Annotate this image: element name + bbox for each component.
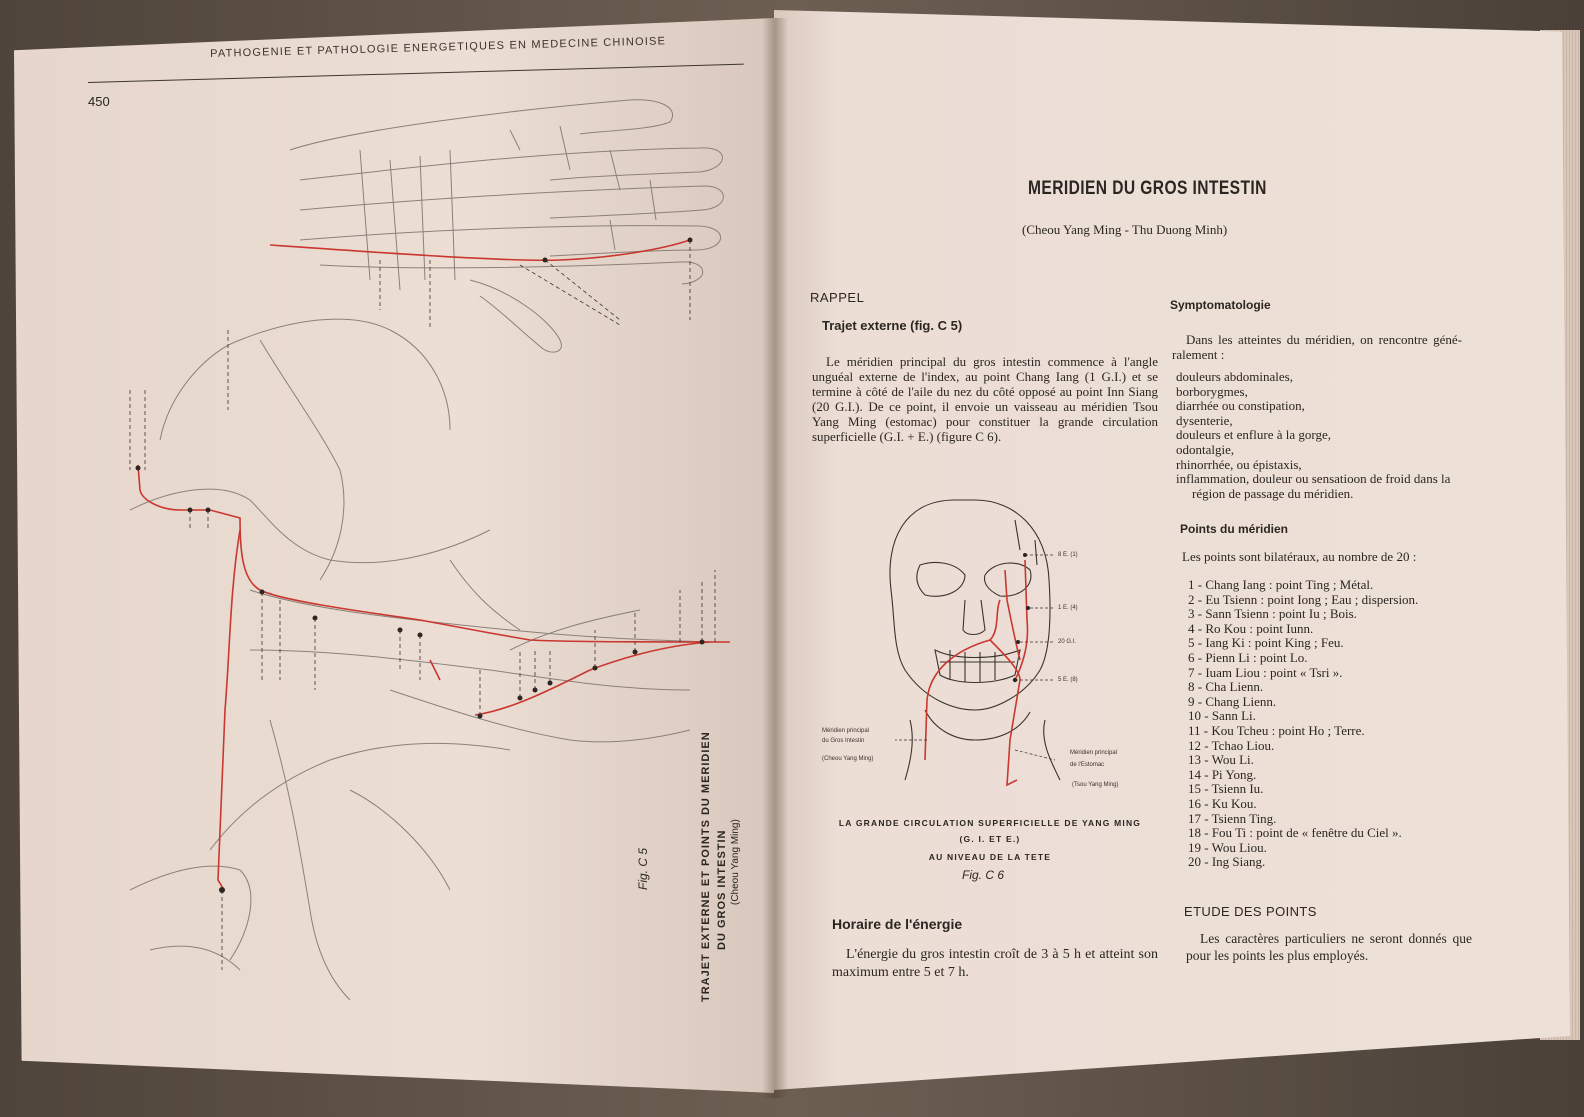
point-item: 4 - Ro Kou : point Iunn. — [1188, 620, 1314, 636]
symptom-item: borborygmes, — [1176, 383, 1248, 399]
book-gutter — [762, 18, 788, 1098]
fig-c6-left-label-1: Méridien principal — [822, 728, 870, 734]
symptom-item: dysenterie, — [1176, 412, 1233, 428]
point-item: 19 - Wou Liou. — [1188, 839, 1267, 855]
running-head: PATHOGENIE ET PATHOLOGIE ENERGETIQUES EN MEDECINE CHINOISE — [210, 35, 667, 60]
symptom-item: odontalgie, — [1176, 441, 1235, 457]
symptom-list — [1176, 370, 1450, 501]
point-item: 11 - Kou Tcheu : point Ho ; Terre. — [1188, 722, 1365, 738]
point-item: 17 - Tsienn Ting. — [1188, 810, 1277, 826]
symptom-item: région de passage du méridien. — [1192, 485, 1354, 501]
point-item: 3 - Sann Tsienn : point Iu ; Bois. — [1188, 606, 1357, 622]
point-item: 5 - Iang Ki : point King ; Feu. — [1188, 635, 1344, 651]
etude-heading: ETUDE DES POINTS — [1184, 904, 1317, 919]
figure-c5-label: Fig. C 5 — [636, 847, 650, 890]
symptom-item: douleurs abdominales, — [1176, 369, 1293, 384]
point-item: 1 - Chang Iang : point Ting ; Métal. — [1188, 577, 1374, 592]
fig-c6-right-label-3: (Tsou Yang Ming) — [1072, 782, 1119, 788]
figure-c5-caption-line2: DU GROS INTESTIN — [716, 829, 728, 950]
points-list — [1188, 578, 1418, 870]
point-item: 2 - Eu Tsienn : point Iong ; Eau ; dispersion. — [1188, 591, 1419, 607]
point-item: 6 - Pienn Li : point Lo. — [1188, 649, 1308, 665]
point-item: 9 - Chang Lienn. — [1188, 693, 1277, 709]
symptom-item: diarrhée ou constipation, — [1176, 398, 1305, 414]
fig-c6-point-5e: 5 E. (8) — [1058, 677, 1078, 683]
fig-c6-caption-line1: LA GRANDE CIRCULATION SUPERFICIELLE DE YANG MING — [838, 818, 1142, 828]
symptom-intro: Dans les atteintes du méridien, on rencontre géné- ralement : — [1172, 332, 1462, 362]
fig-c6-right-label-2: de l'Estomac — [1070, 762, 1105, 768]
trajet-paragraph: Le méridien principal du gros intestin commence à l'angle unguéal externe de l'index, au point Chang Iang (1 G.I.) et se termine à côté de l'aile du nez du côté opposé au point Inn Siang (20 G.I.). De ce point, il envoie un vaisseau au méridien Tsou Yang Ming (estomac) pour constituer la grande circulation superficielle (G.I. + E.) (figure C 6). — [812, 354, 1158, 444]
symptom-item: rhinorrhée, ou épistaxis, — [1176, 456, 1302, 472]
fig-c6-point-1e: 1 E. (4) — [1058, 605, 1078, 611]
point-item: 13 - Wou Li. — [1188, 752, 1254, 768]
fig-c6-point-8e: 8 E. (1) — [1058, 552, 1078, 558]
etude-paragraph: Les caractères particuliers ne seront donnés que pour les points les plus employés. — [1186, 931, 1472, 963]
section-rappel: RAPPEL — [810, 290, 865, 305]
fig-c6-point-20gi: 20 G.I. — [1058, 639, 1077, 645]
point-item: 16 - Ku Kou. — [1188, 795, 1257, 811]
fig-c6-label: Fig. C 6 — [962, 868, 1005, 882]
symptom-item: douleurs et enflure à la gorge, — [1176, 427, 1331, 443]
point-item: 8 - Cha Lienn. — [1188, 679, 1264, 695]
fig-c6-caption-line2: (G. I. ET E.) — [959, 834, 1021, 844]
point-item: 20 - Ing Siang. — [1188, 854, 1266, 870]
point-item: 14 - Pi Yong. — [1188, 766, 1257, 782]
points-intro: Les points sont bilatéraux, au nombre de 20 : — [1182, 549, 1417, 564]
arm-meridian-illustration — [90, 90, 750, 1020]
horaire-paragraph: L'énergie du gros intestin croît de 3 à 5 h et atteint son maximum entre 5 et 7 h. — [832, 947, 1158, 980]
fig-c6-left-label-2: du Gros Intestin — [822, 738, 865, 744]
symptom-item: inflammation, douleur ou sensatioon de froid dans la — [1176, 471, 1451, 487]
symptom-heading: Symptomatologie — [1170, 298, 1271, 312]
point-item: 15 - Tsienn Iu. — [1188, 781, 1264, 797]
page-number: 450 — [88, 94, 110, 109]
horaire-heading: Horaire de l'énergie — [832, 916, 963, 932]
figure-c5-caption-line3: (Cheou Yang Ming) — [730, 819, 741, 905]
point-item: 10 - Sann Li. — [1188, 708, 1256, 724]
points-heading: Points du méridien — [1180, 522, 1289, 536]
trajet-heading: Trajet externe (fig. C 5) — [822, 318, 963, 333]
point-item: 18 - Fou Ti : point de « fenêtre du Ciel ». — [1188, 825, 1402, 841]
chapter-subtitle: (Cheou Yang Ming - Thu Duong Minh) — [1022, 222, 1228, 237]
fig-c6-right-label-1: Méridien principal — [1070, 750, 1118, 756]
chapter-title: MERIDIEN DU GROS INTESTIN — [1028, 178, 1267, 199]
fig-c6-caption-line3: AU NIVEAU DE LA TETE — [928, 852, 1052, 862]
point-item: 12 - Tchao Liou. — [1188, 737, 1275, 753]
fig-c6-left-label-3: (Cheou Yang Ming) — [822, 756, 874, 762]
point-item: 7 - Iuam Liou : point « Tsri ». — [1188, 664, 1343, 680]
figure-c5-caption-line1: TRAJET EXTERNE ET POINTS DU MERIDIEN — [700, 731, 712, 1002]
